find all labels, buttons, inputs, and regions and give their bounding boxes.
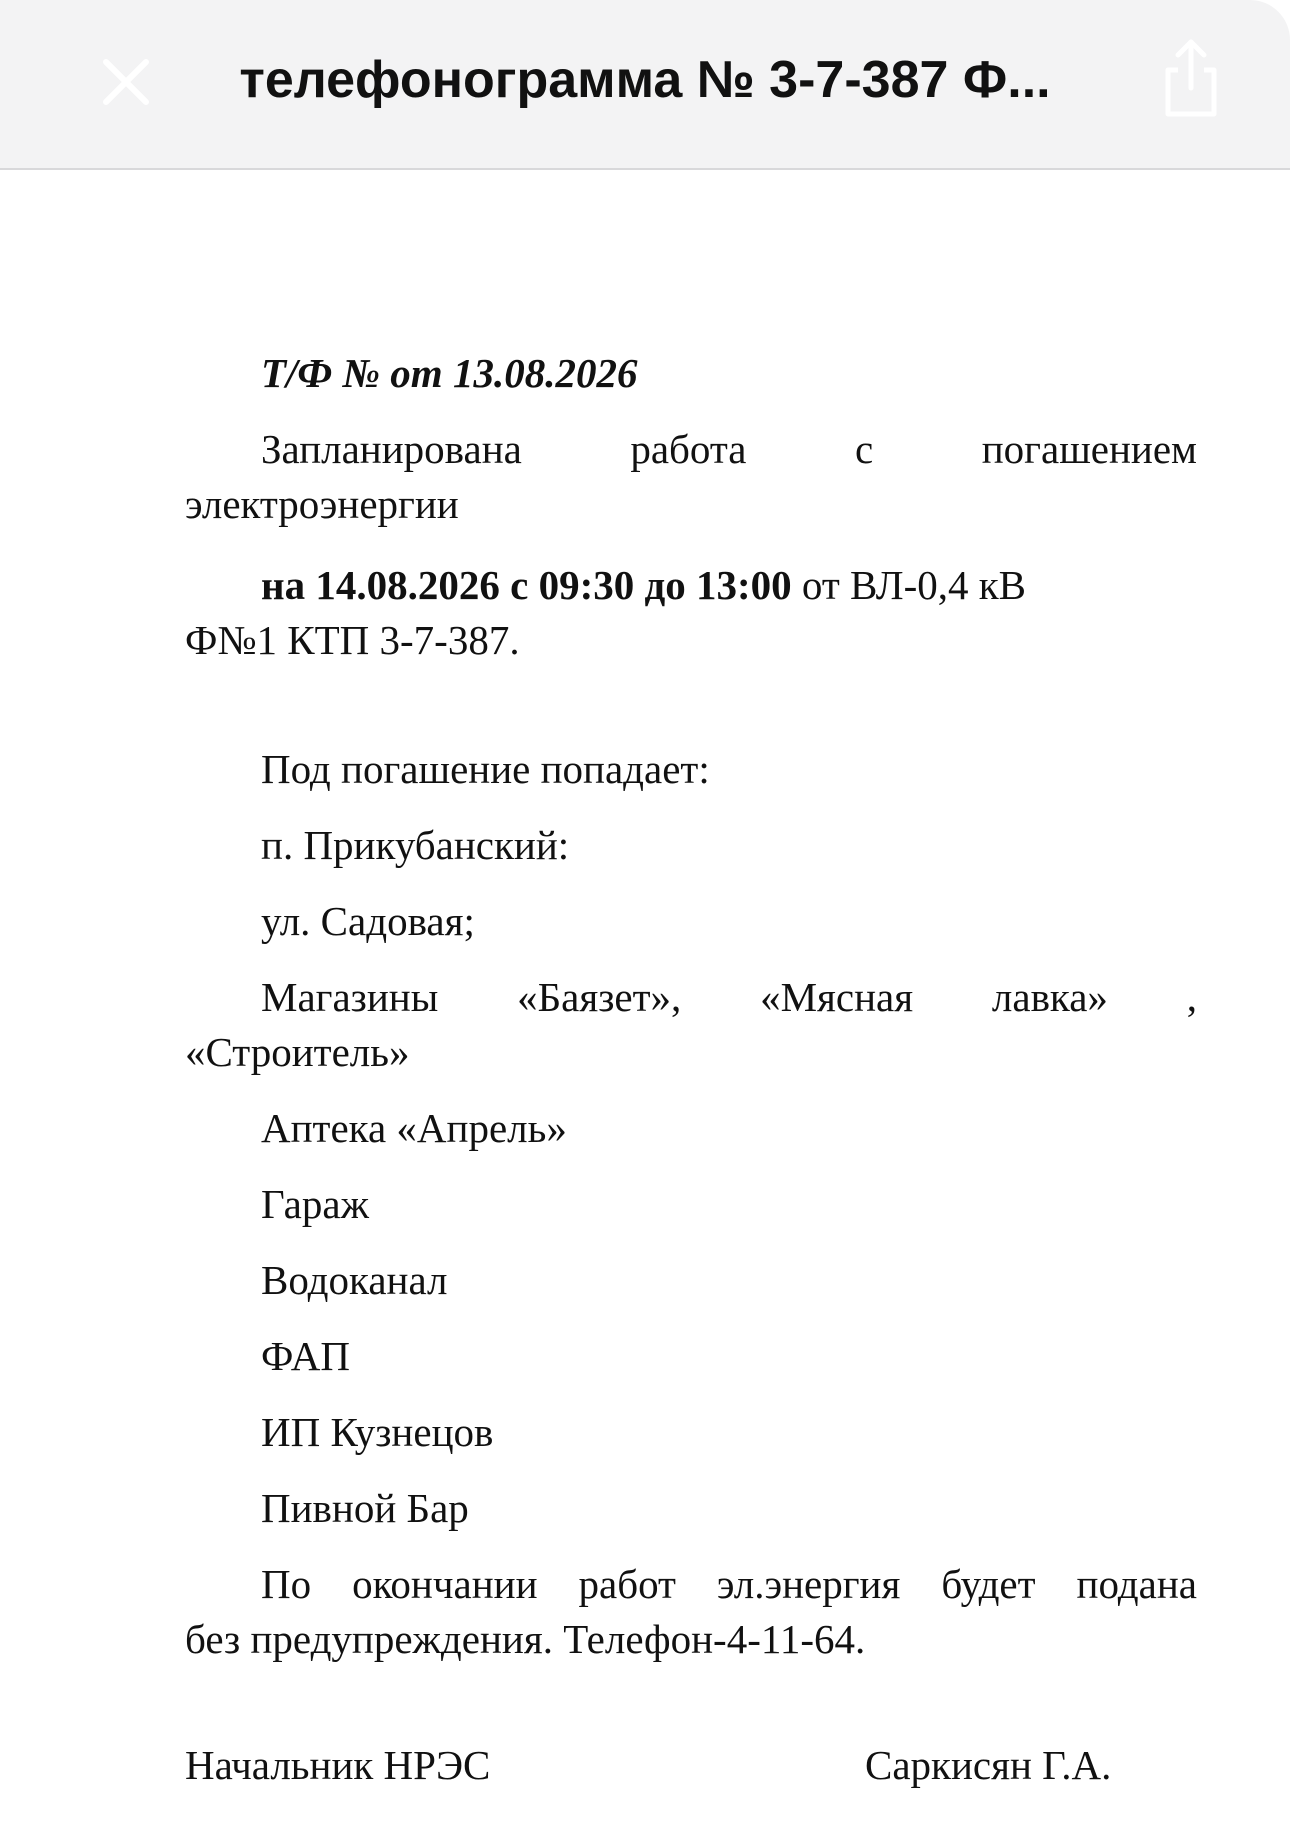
list-item-bar: Пивной Бар [261,1485,469,1531]
signature-name: Саркисян Г.А. [865,1742,1112,1788]
signature-position: Начальник НРЭС [185,1742,491,1788]
list-item-water: Водоканал [261,1257,448,1303]
outage-line: от ВЛ-0,4 кВ [791,562,1027,608]
final-note-line2: без предупреждения. Телефон-4-11-64. [185,1616,866,1662]
share-icon [1156,36,1226,120]
outage-date-time: на 14.08.2026 с 09:30 до 13:00 [261,562,792,608]
affected-intro: Под погашение попадает: [261,746,710,792]
planned-work-line1: Запланирована работа с погашением [261,426,1197,472]
list-item-shops-line2: «Строитель» [185,1029,410,1075]
list-item-garage: Гараж [261,1181,369,1227]
document-heading: Т/Ф № от 13.08.2026 [261,350,638,396]
outage-substation: Ф№1 КТП 3-7-387. [185,617,520,663]
document-title: телефонограмма № 3-7-387 Ф... [239,51,1051,109]
close-button[interactable] [96,52,156,112]
share-button[interactable] [1156,36,1226,120]
list-item-street: ул. Садовая; [261,898,475,944]
planned-work-line2: электроэнергии [185,481,459,527]
close-icon [96,52,156,112]
list-item-settlement: п. Прикубанский: [261,822,570,868]
list-item-fap: ФАП [261,1333,351,1379]
top-bar [0,0,1290,170]
final-note-line1: По окончании работ эл.энергия будет подана [261,1561,1197,1607]
list-item-pharmacy: Аптека «Апрель» [261,1105,567,1151]
list-item-shops-line1: Магазины «Баязет», «Мясная лавка» , [261,974,1197,1020]
outage-period [185,558,1197,613]
list-item-ip: ИП Кузнецов [261,1409,494,1455]
